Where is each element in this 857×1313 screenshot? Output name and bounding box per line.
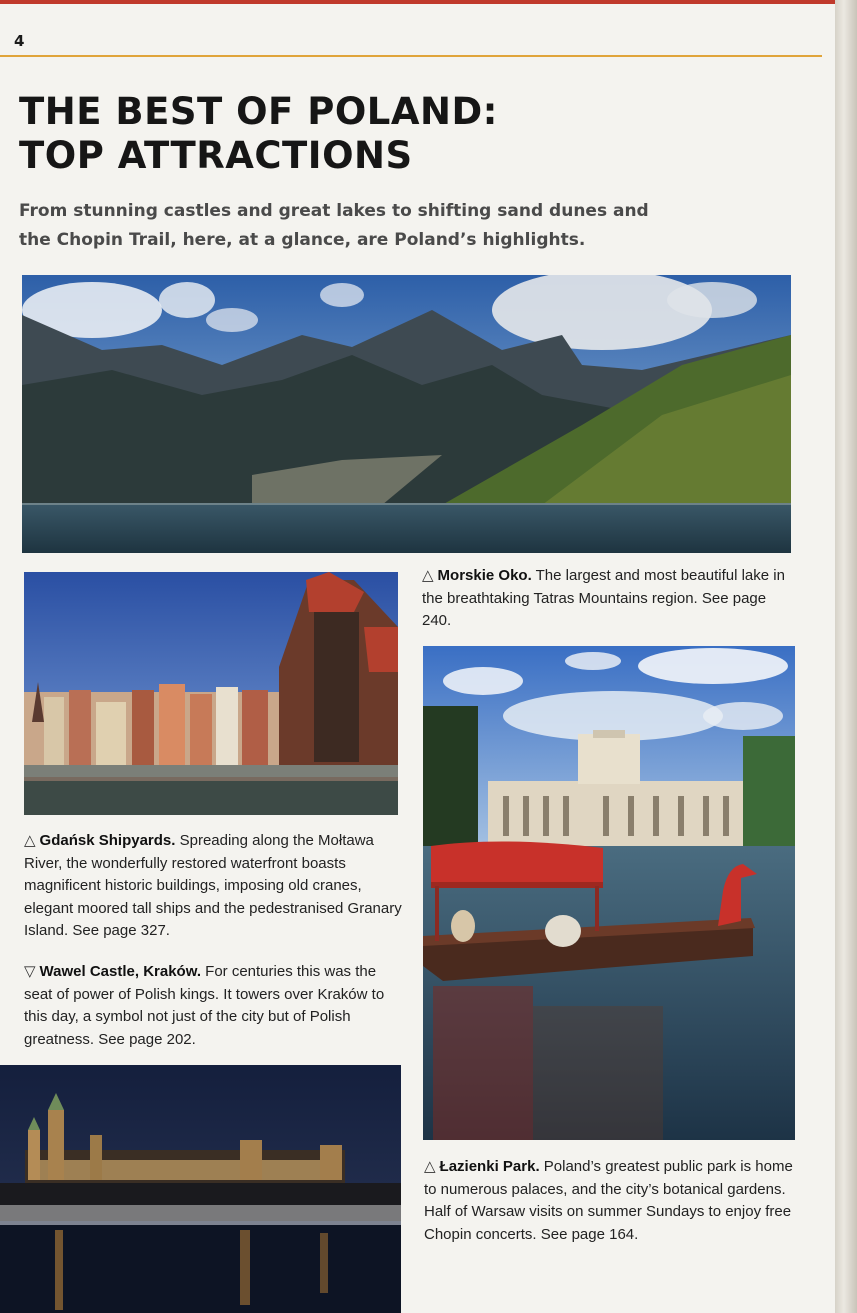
morskie-oko-photo — [22, 275, 791, 553]
wawel-castle-photo — [0, 1065, 401, 1313]
caption-lazienki: △ Łazienki Park. Poland’s greatest public park is home to numerous palaces, and the city’s botanical gardens. Half of Warsaw visits on summer Sundays to enjoy free Chopin concerts. See page 164. — [424, 1158, 793, 1243]
gdansk-shipyards-photo — [24, 572, 398, 815]
caption-gdansk: △ Gdańsk Shipyards. Spreading along the Mołtawa River, the wonderfully restored waterfront boasts magnificent historic buildings, imposing old cranes, elegant moored tall ships and the pedestranised Granary Island. See page 327. — [24, 832, 402, 939]
caption-text: Poland’s greatest public park is home to numerous palaces, and the city’s botanical gardens. Half of Warsaw visits on summer Sundays to enjoy free Chopin concerts. See page 164. — [424, 1158, 793, 1243]
arrow-down-icon: ▽ — [24, 963, 36, 980]
page-subtitle: From stunning castles and great lakes to shifting sand dunes and the Chopin Trail, here, at a glance, are Poland’s highlights. — [19, 201, 649, 250]
header-rule — [0, 55, 822, 57]
caption-text: For centuries this was the seat of power of Polish kings. It towers over Kraków to this day, a symbol not just of the city but of Polish greatness. See page 202. — [24, 963, 385, 1048]
arrow-up-icon: △ — [24, 832, 36, 849]
caption-title: Wawel Castle, Kraków — [39, 963, 197, 980]
lazienki-park-photo — [423, 646, 795, 1140]
caption-morskie-oko: △ Morskie Oko. The largest and most beautiful lake in the breathtaking Tatras Mountains region. See page 240. — [422, 567, 785, 629]
page-edge — [835, 0, 857, 1313]
caption-title: Gdańsk Shipyards — [39, 832, 172, 849]
caption-text: Spreading along the Mołtawa River, the wonderfully restored waterfront boasts magnificent historic buildings, imposing old cranes, elegant moored tall ships and the pedestranised Granary Island. See page 327. — [24, 832, 402, 939]
caption-wawel: ▽ Wawel Castle, Kraków. For centuries this was the seat of power of Polish kings. It towers over Kraków to this day, a symbol not just of the city but of Polish greatness. See page 202. — [24, 963, 385, 1048]
arrow-up-icon: △ — [422, 567, 434, 584]
caption-title: Łazienki Park — [439, 1158, 536, 1175]
top-color-bar — [0, 0, 835, 4]
arrow-up-icon: △ — [424, 1158, 436, 1175]
title-line-1: THE BEST OF POLAND: — [19, 90, 498, 133]
title-line-2: TOP ATTRACTIONS — [19, 134, 413, 177]
caption-text: The largest and most beautiful lake in the breathtaking Tatras Mountains region. See page 240. — [422, 567, 785, 629]
page-title — [19, 90, 498, 178]
page-number: 4 — [14, 32, 25, 50]
caption-title: Morskie Oko — [437, 567, 528, 584]
